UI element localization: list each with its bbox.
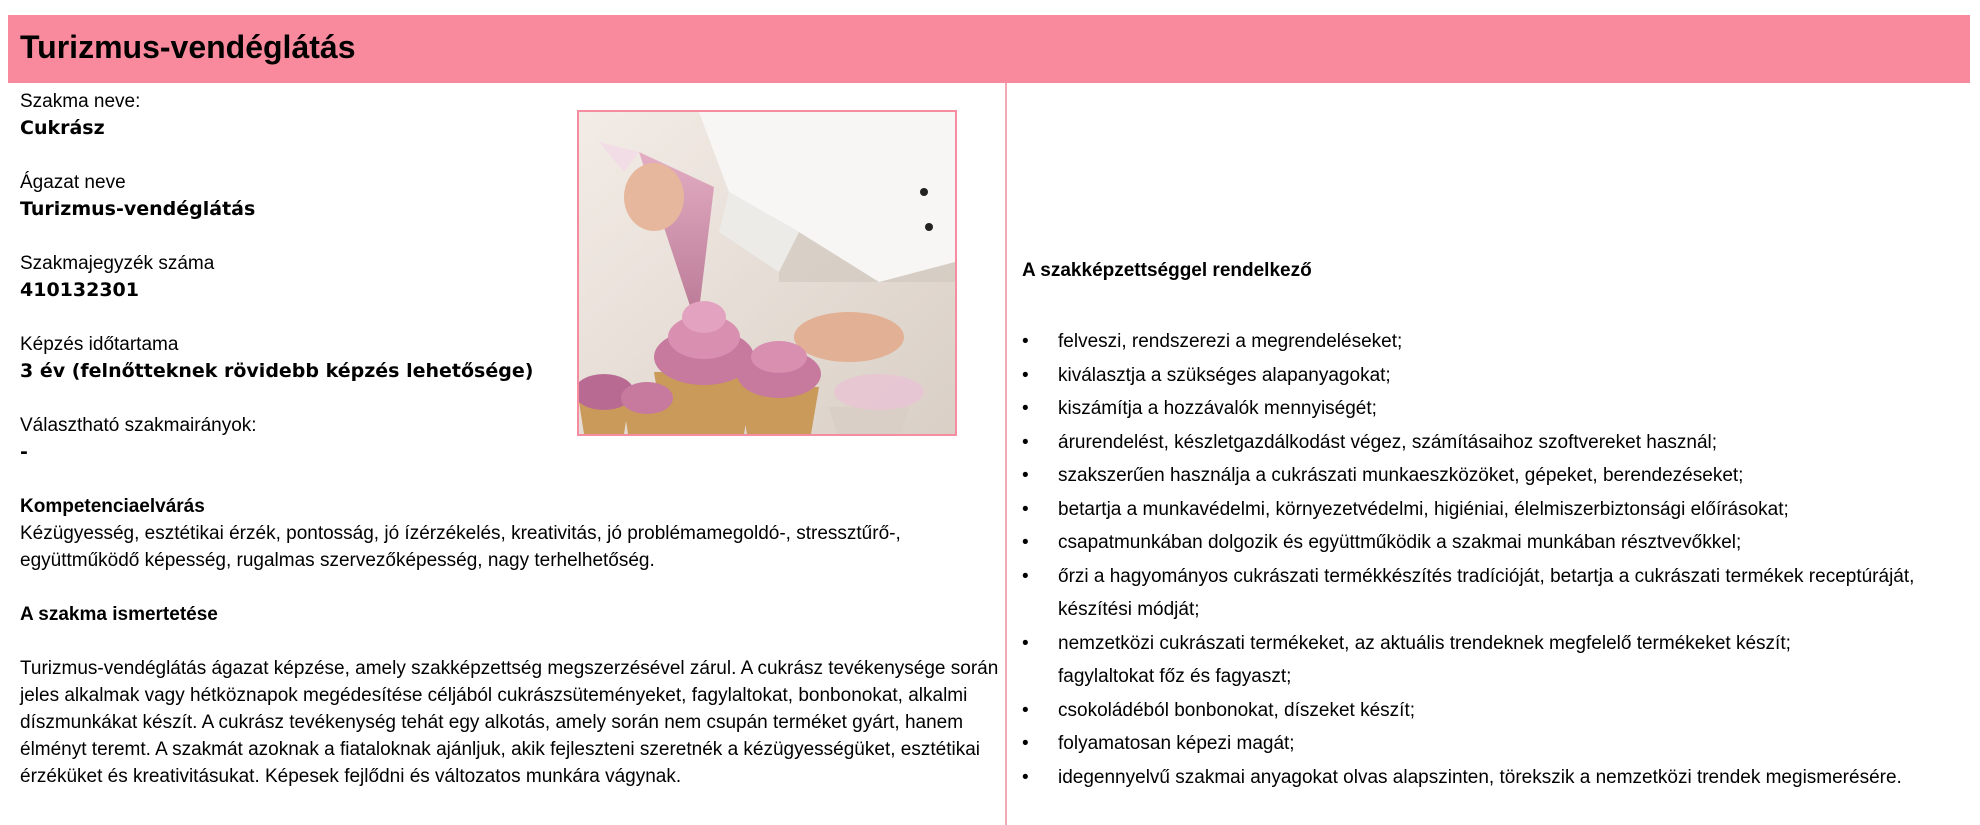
column-divider: [1005, 83, 1007, 825]
list-item: [1022, 627, 1972, 694]
page-header: [8, 15, 1970, 83]
bullet-icon: •: [1022, 498, 1029, 520]
kompetencia-title: Kompetenciaelvárás: [20, 496, 205, 517]
kepzes-idotartam-label: Képzés időtartama: [20, 334, 179, 355]
list-item-text: csokoládéból bonbonokat, díszeket készít;: [1058, 699, 1416, 721]
list-item: [1022, 459, 1972, 493]
list-item: [1022, 560, 1972, 627]
list-item-text: idegennyelvű szakmai anyagokat olvas alapszinten, törekszik a nemzetközi trendek megismerésére.: [1058, 766, 1902, 788]
bullet-icon: •: [1022, 398, 1029, 419]
szakma-label: Szakma neve:: [20, 91, 141, 112]
list-item: [1022, 493, 1972, 527]
pastry-chef-photo: [577, 110, 957, 436]
ismertetes-title: A szakma ismertetése: [20, 604, 218, 625]
pastry-chef-illustration: [579, 112, 955, 434]
list-item: [1022, 727, 1972, 761]
list-item-text: felveszi, rendszerezi a megrendeléseket;: [1058, 331, 1403, 352]
list-item-text: kiválasztja a szükséges alapanyagokat;: [1058, 364, 1391, 386]
competencies-list: [1022, 325, 1972, 794]
szakmairany-label: Választható szakmairányok:: [20, 415, 257, 436]
competencies-title: A szakképzettséggel rendelkező: [1022, 260, 1312, 281]
szakmajegyzek-value: 410132301: [20, 279, 139, 301]
list-item-text: betartja a munkavédelmi, környezetvédelmi, higiéniai, élelmiszerbiztonsági előírásokat;: [1058, 498, 1789, 520]
szakma-value: Cukrász: [20, 117, 105, 139]
list-item-continuation: készítési módját;: [1058, 599, 1200, 620]
list-item: [1022, 359, 1972, 393]
list-item: [1022, 761, 1972, 795]
list-item: [1022, 325, 1972, 359]
bullet-icon: •: [1022, 699, 1029, 721]
bullet-icon: •: [1022, 766, 1029, 788]
bullet-icon: •: [1022, 465, 1029, 486]
bullet-icon: •: [1022, 532, 1029, 553]
kompetencia-text: Kézügyesség, esztétikai érzék, pontosság, jó ízérzékelés, kreativitás, jó problémamegoldó-, stressztűrő-, együttműködő képesség, rugalmas szervezőképesség, nagy terhelhetőség.: [20, 523, 901, 571]
ismertetes-text: Turizmus-vendéglátás ágazat képzése, amely szakképzettség megszerzésével zárul. A cukrász tevékenysége során jeles alkalmak vagy hétköznapok megédesítése céljából cukrászsüteményeket, fagylaltokat, bonbonokat, alkalmi díszmunkákat készít. A cukrász tevékenység tehát egy alkotás, amely során nem csupán terméket gyárt, hanem élményt teremt. A szakmát azoknak a fiataloknak ajánljuk, akik fejleszteni szeretnék a kézügyességüket, esztétikai érzéküket és kreativitásukat. Képesek fejlődni és változatos munkára vágynak.: [20, 658, 999, 787]
list-item: [1022, 694, 1972, 728]
list-item-text: kiszámítja a hozzávalók mennyiségét;: [1058, 398, 1377, 419]
szakmairany-value: -: [20, 441, 28, 463]
list-item-text: folyamatosan képezi magát;: [1058, 733, 1295, 754]
szakmajegyzek-label: Szakmajegyzék száma: [20, 253, 215, 274]
bullet-icon: •: [1022, 632, 1029, 654]
bullet-icon: •: [1022, 733, 1029, 754]
bullet-icon: •: [1022, 364, 1029, 386]
agazat-label: Ágazat neve: [20, 172, 126, 193]
list-item: [1022, 392, 1972, 426]
list-item-text: őrzi a hagyományos cukrászati termékkészítés tradícióját, betartja a cukrászati termékek receptúráját,: [1058, 565, 1915, 587]
agazat-value: Turizmus-vendéglátás: [20, 198, 256, 220]
bullet-icon: •: [1022, 431, 1029, 453]
list-item: [1022, 526, 1972, 560]
bullet-icon: •: [1022, 331, 1029, 352]
bullet-icon: •: [1022, 565, 1029, 587]
list-item: [1022, 426, 1972, 460]
list-item-continuation: fagylaltokat főz és fagyaszt;: [1058, 666, 1292, 687]
list-item-text: nemzetközi cukrászati termékeket, az aktuális trendeknek megfelelő termékeket készít;: [1058, 632, 1791, 654]
list-item-text: árurendelést, készletgazdálkodást végez, számításaihoz szoftvereket használ;: [1058, 431, 1718, 453]
list-item-text: csapatmunkában dolgozik és együttműködik a szakmai munkában résztvevőkkel;: [1058, 532, 1742, 553]
list-item-text: szakszerűen használja a cukrászati munkaeszközöket, gépeket, berendezéseket;: [1058, 465, 1744, 486]
page-title: Turizmus-vendéglátás: [20, 29, 356, 65]
kepzes-idotartam-value: 3 év (felnőtteknek rövidebb képzés lehetősége): [20, 360, 534, 382]
